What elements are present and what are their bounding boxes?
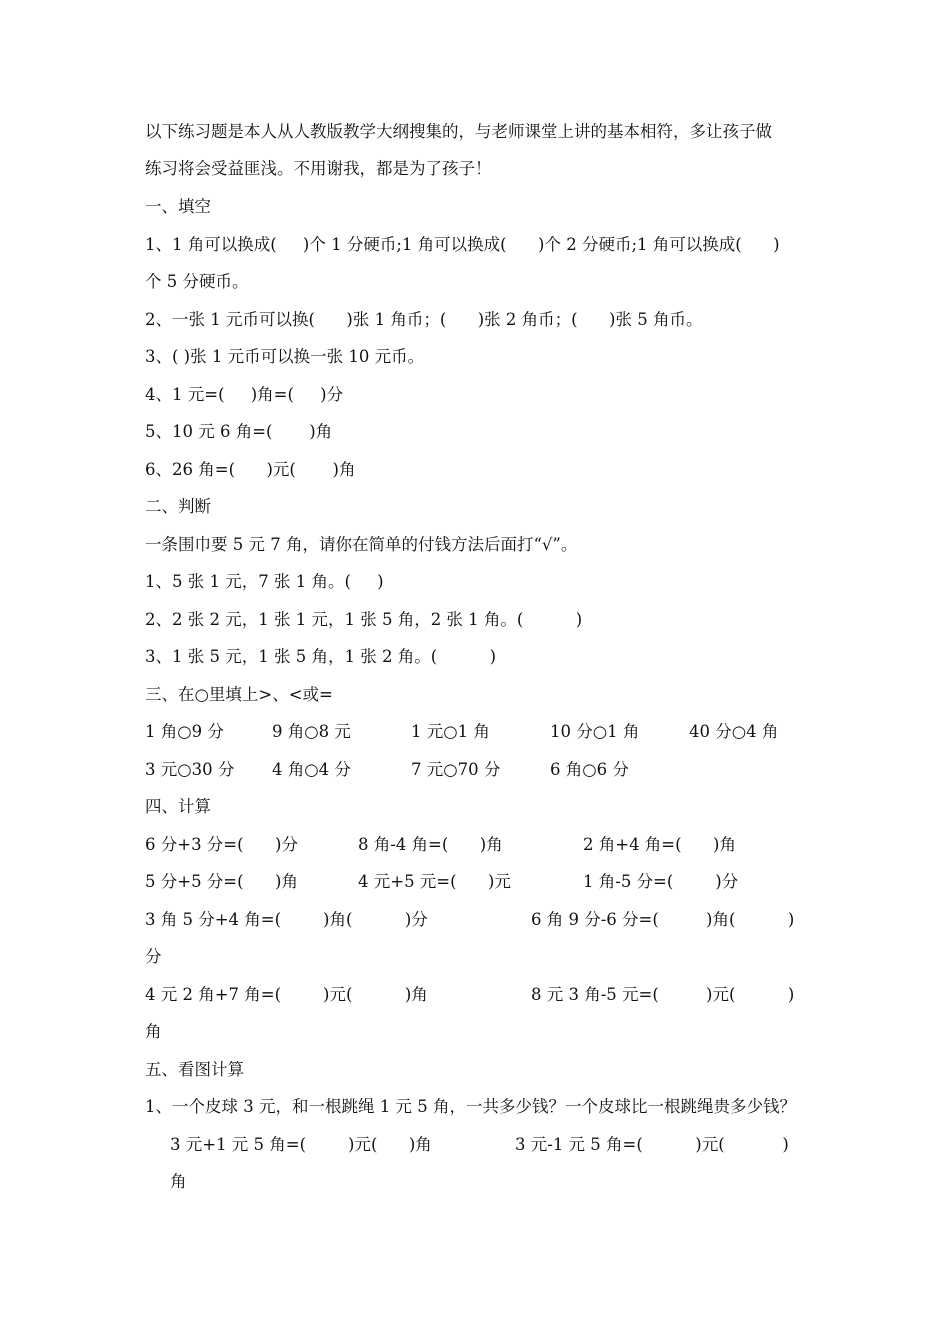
calc-item: 6 分+3 分=( )分: [145, 835, 298, 854]
section-1-question-5: 5、10 元 6 角=( )角: [145, 422, 333, 441]
calc-item: 5 分+5 分=( )角: [145, 872, 298, 891]
section-2-title: 二、判断: [145, 497, 211, 516]
compare-item: 1 角○9 分: [145, 722, 224, 741]
section-5-title: 五、看图计算: [145, 1060, 244, 1079]
section-1-question-2: 2、一张 1 元币可以换( )张 1 角币；( )张 2 角币；( )张 5 角币。: [145, 310, 703, 329]
calc-item: 3 元+1 元 5 角=( )元( )角: [170, 1135, 432, 1154]
section-1-title: 一、填空: [145, 197, 211, 216]
compare-item: 1 元○1 角: [411, 722, 490, 741]
calc-item: 1 角-5 分=( )分: [583, 872, 739, 891]
calc-item-wrap: 分: [145, 947, 162, 966]
calc-item-wrap: 角: [170, 1172, 187, 1191]
section-1-question-1-wrap: 个 5 分硬币。: [145, 272, 249, 291]
section-3-title: 三、在○里填上>、<或=: [145, 685, 333, 704]
compare-item: 10 分○1 角: [550, 722, 640, 741]
calc-item: 3 角 5 分+4 角=( )角( )分: [145, 910, 428, 929]
intro-line-2: 练习将会受益匪浅。不用谢我，都是为了孩子！: [145, 159, 492, 178]
compare-item: 9 角○8 元: [272, 722, 351, 741]
compare-item: 6 角○6 分: [550, 760, 629, 779]
section-2-question-3: 3、1 张 5 元，1 张 5 角，1 张 2 角。( ): [145, 647, 497, 666]
calc-item: 3 元-1 元 5 角=( )元( ): [515, 1135, 789, 1154]
calc-item: 2 角+4 角=( )角: [583, 835, 736, 854]
compare-item: 4 角○4 分: [272, 760, 351, 779]
calc-item: 6 角 9 分-6 分=( )角( ): [531, 910, 795, 929]
calc-item-wrap: 角: [145, 1022, 162, 1041]
section-1-question-3: 3、( )张 1 元币可以换一张 10 元币。: [145, 347, 425, 366]
compare-item: 40 分○4 角: [689, 722, 779, 741]
compare-item: 7 元○70 分: [411, 760, 501, 779]
section-2-question-2: 2、2 张 2 元，1 张 1 元，1 张 5 角，2 张 1 角。( ): [145, 610, 583, 629]
calc-item: 8 元 3 角-5 元=( )元( ): [531, 985, 795, 1004]
section-2-prompt: 一条围巾要 5 元 7 角，请你在简单的付钱方法后面打“√”。: [145, 535, 578, 554]
calc-item: 4 元+5 元=( )元: [358, 872, 511, 891]
section-2-question-1: 1、5 张 1 元，7 张 1 角。( ): [145, 572, 384, 591]
section-5-question-1: 1、一个皮球 3 元，和一根跳绳 1 元 5 角，一共多少钱？一个皮球比一根跳绳贵多少钱？: [145, 1097, 796, 1116]
compare-item: 3 元○30 分: [145, 760, 235, 779]
section-1-question-1: 1、1 角可以换成( )个 1 分硬币;1 角可以换成( )个 2 分硬币;1 角可以换成( ): [145, 235, 780, 254]
section-1-question-4: 4、1 元=( )角=( )分: [145, 385, 344, 404]
section-1-question-6: 6、26 角=( )元( )角: [145, 460, 356, 479]
section-4-title: 四、计算: [145, 797, 211, 816]
calc-item: 4 元 2 角+7 角=( )元( )角: [145, 985, 428, 1004]
calc-item: 8 角-4 角=( )角: [358, 835, 503, 854]
intro-line-1: 以下练习题是本人从人教版教学大纲搜集的，与老师课堂上讲的基本相符，多让孩子做: [145, 122, 772, 141]
